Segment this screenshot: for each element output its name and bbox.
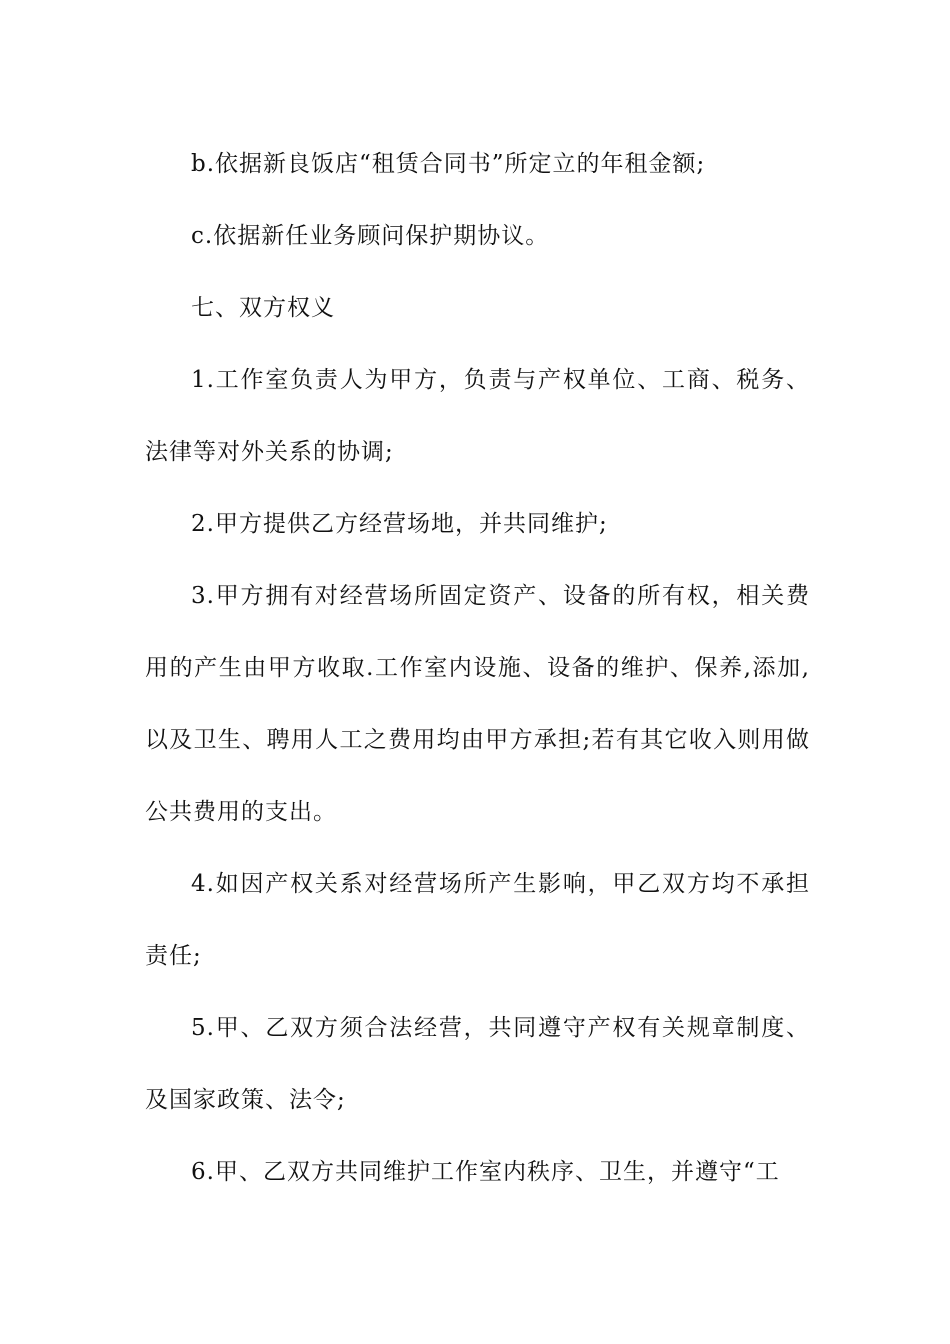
section-heading-rights-obligations: 七、双方权义 — [191, 295, 335, 321]
paragraph-clause-3: 3.甲方拥有对经营场所固定资产、设备的所有权，相关费用的产生由甲方收取.工作室内设施、设备的维护、保养,添加,以及卫生、聘用人工之费用均由甲方承担;若有其它收入则用做公共费用的支出。 — [145, 583, 810, 825]
paragraph-rent-basis: b.依据新良饭店“租赁合同书”所定立的年租金额; — [191, 151, 706, 177]
paragraph-clause-4: 4.如因产权关系对经营场所产生影响，甲乙双方均不承担责任; — [145, 871, 810, 969]
paragraph-clause-6: 6.甲、乙双方共同维护工作室内秩序、卫生，并遵守“工 — [191, 1159, 780, 1185]
paragraph-clause-2: 2.甲方提供乙方经营场地，并共同维护; — [191, 511, 608, 537]
document-body — [145, 128, 810, 1208]
paragraph-clause-5: 5.甲、乙双方须合法经营，共同遵守产权有关规章制度、及国家政策、法令; — [145, 1015, 810, 1113]
paragraph-consultant-protection: c.依据新任业务顾问保护期协议。 — [191, 223, 550, 249]
paragraph-clause-1: 1.工作室负责人为甲方，负责与产权单位、工商、税务、法律等对外关系的协调; — [145, 367, 810, 465]
